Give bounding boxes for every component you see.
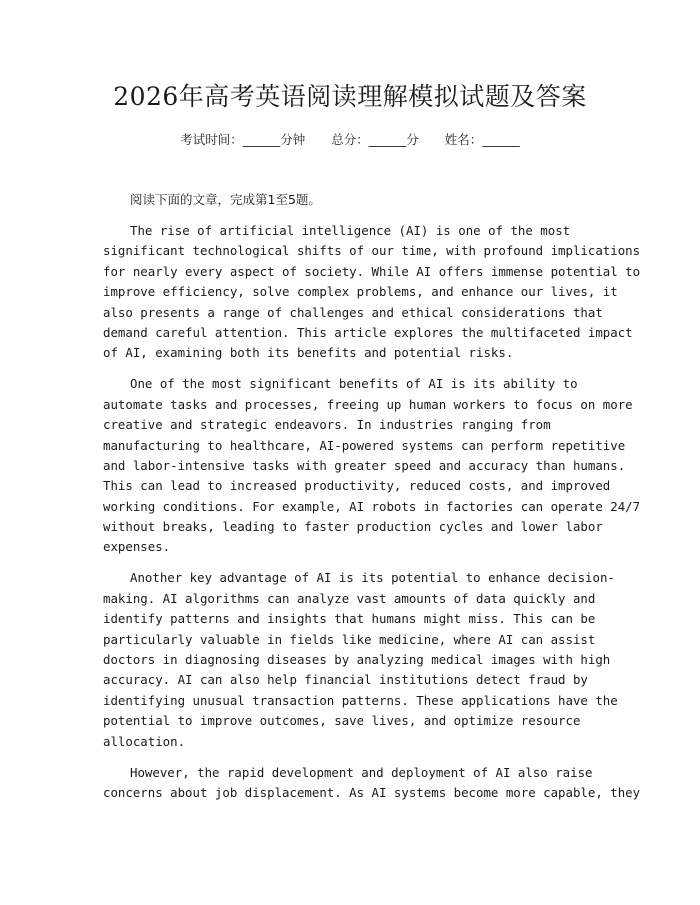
paragraph-line: One of the most significant benefits of AI is its ability to (130, 376, 578, 392)
paragraph-line: creative and strategic endeavors. In industries ranging from (103, 417, 551, 433)
paragraph-line: However, the rapid development and deployment of AI also raise (130, 764, 593, 780)
paragraph-line: making. AI algorithms can analyze vast amounts of data quickly and (103, 590, 596, 606)
paragraph-line: concerns about job displacement. As AI systems become more capable, they (103, 784, 641, 800)
article-body (103, 221, 641, 814)
paragraph-line: identify patterns and insights that humans might miss. This can be (103, 611, 596, 627)
paragraph-line: also presents a range of challenges and ethical considerations that (103, 304, 603, 320)
page-title: 2026年高考英语阅读理解模拟试题及答案 (113, 82, 587, 111)
paragraph-line: without breaks, leading to faster production cycles and lower labor (103, 519, 603, 535)
total-score-label: 总分：______分 (331, 132, 419, 147)
exam-meta (0, 130, 700, 150)
article-paragraph (103, 374, 641, 558)
paragraph-line: automate tasks and processes, freeing up human workers to focus on more (103, 396, 633, 412)
student-name-label: 姓名：______ (444, 132, 520, 147)
reading-instruction: 阅读下面的文章，完成第1至5题。 (130, 192, 321, 207)
article-paragraph (103, 763, 641, 804)
paragraph-line: working conditions. For example, AI robots in factories can operate 24/7 (103, 498, 641, 514)
paragraph-line: Another key advantage of AI is its potential to enhance decision- (130, 570, 615, 586)
paragraph-line: improve efficiency, solve complex problems, and enhance our lives, it (103, 284, 618, 300)
paragraph-line: particularly valuable in fields like medicine, where AI can assist (103, 631, 596, 647)
paragraph-line: of AI, examining both its benefits and potential risks. (103, 345, 514, 361)
paragraph-line: and labor-intensive tasks with greater speed and accuracy than humans. (103, 457, 626, 473)
paragraph-line: accuracy. AI can also help financial institutions detect fraud by (103, 672, 588, 688)
paragraph-line: identifying unusual transaction patterns. These applications have the (103, 692, 618, 708)
paragraph-line: for nearly every aspect of society. While AI offers immense potential to (103, 263, 641, 279)
paragraph-line: significant technological shifts of our time, with profound implications (103, 243, 641, 259)
exam-time-label: 考试时间：______分钟 (180, 132, 306, 147)
paragraph-line: manufacturing to healthcare, AI-powered systems can perform repetitive (103, 437, 626, 453)
paragraph-line: doctors in diagnosing diseases by analyzing medical images with high (103, 652, 611, 667)
paragraph-line: expenses. (103, 539, 171, 555)
paragraph-line: The rise of artificial intelligence (AI) is one of the most (130, 223, 571, 238)
paragraph-line: potential to improve outcomes, save lives, and optimize resource (103, 713, 581, 729)
paragraph-line: This can lead to increased productivity, reduced costs, and improved (103, 478, 611, 494)
article-paragraph (103, 568, 618, 752)
paragraph-line: allocation. (103, 733, 186, 749)
article-paragraph (103, 221, 641, 364)
paragraph-line: demand careful attention. This article explores the multifaceted impact (103, 324, 633, 340)
